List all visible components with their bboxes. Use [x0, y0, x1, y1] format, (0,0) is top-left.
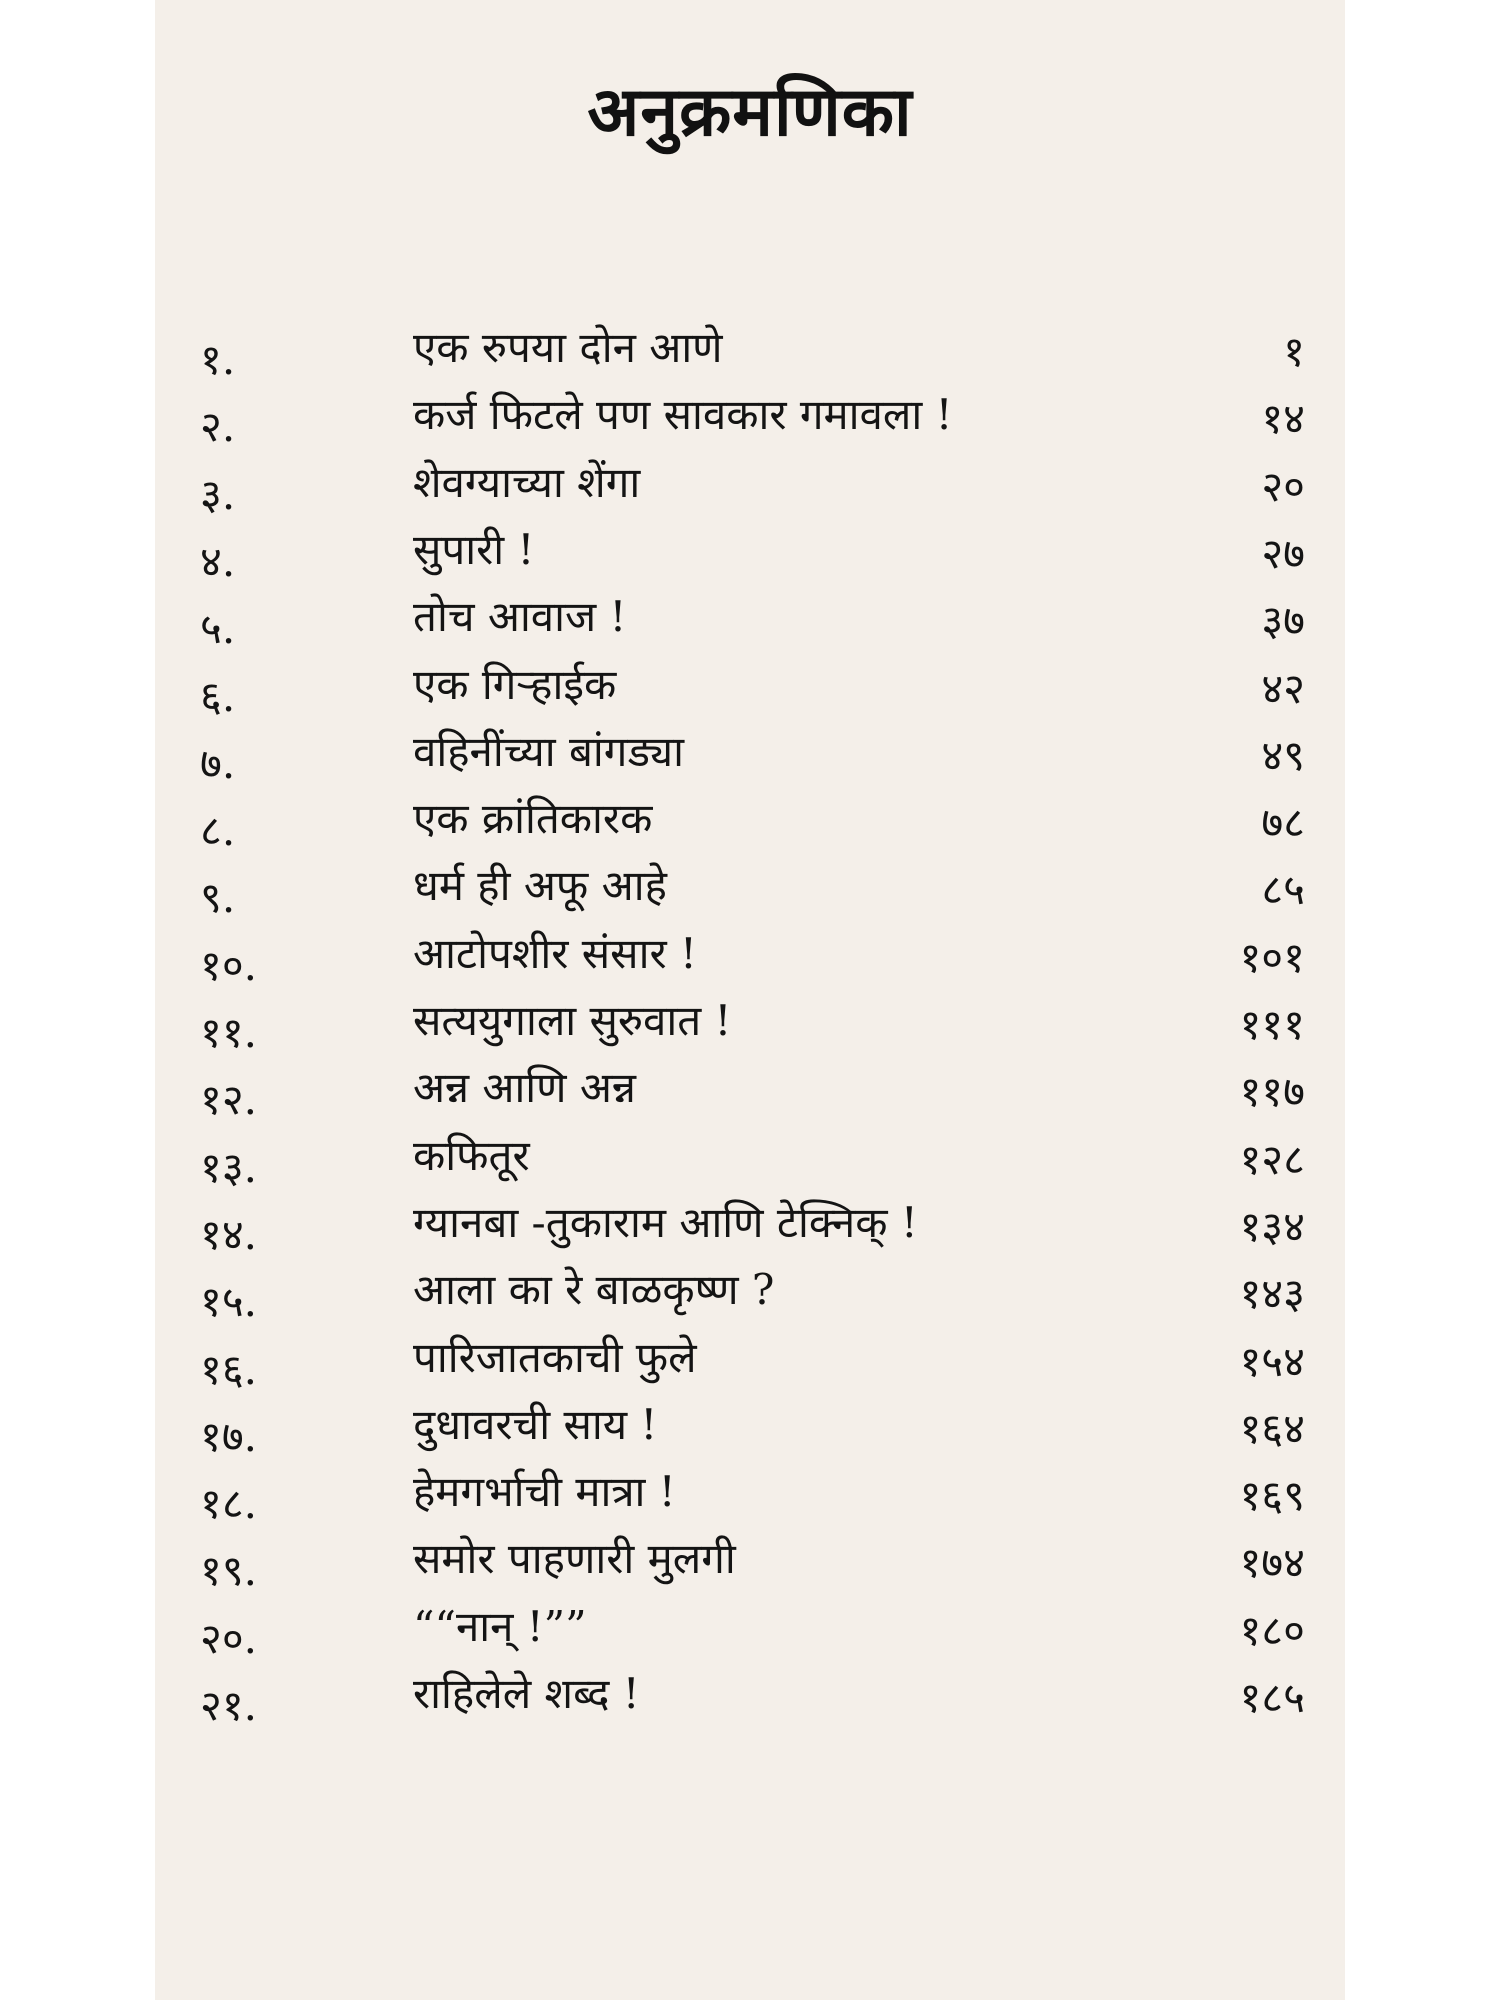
chapter-title: ग्यानबा -तुकाराम आणि टेक्निक् !: [413, 1198, 918, 1247]
toc-entry: [155, 1597, 1345, 1665]
toc-entry: [155, 453, 1345, 521]
page-number: ४९: [1261, 731, 1305, 780]
page-number: १८०: [1239, 1606, 1305, 1655]
chapter-title: ““नान् !””: [413, 1602, 587, 1651]
chapter-number: १४.: [200, 1210, 258, 1259]
chapter-number: ११.: [200, 1008, 258, 1057]
page-number: १२८: [1239, 1135, 1305, 1184]
chapter-number: ५.: [200, 604, 236, 653]
toc-entry: [155, 1193, 1345, 1261]
page-number: १०१: [1239, 933, 1305, 982]
toc-entry: [155, 789, 1345, 857]
page-number: १: [1283, 327, 1305, 376]
chapter-title: शेवग्याच्या शेंगा: [413, 458, 641, 507]
chapter-number: १७.: [200, 1412, 258, 1461]
chapter-number: १५.: [200, 1277, 258, 1326]
chapter-title: एक गिऱ्हाईक: [413, 660, 617, 709]
chapter-number: ६.: [200, 672, 236, 721]
chapter-title: सुपारी !: [413, 525, 535, 574]
chapter-title: वहिनींच्या बांगड्या: [413, 727, 684, 776]
chapter-title: समोर पाहणारी मुलगी: [413, 1534, 736, 1583]
chapter-title: अन्न आणि अन्न: [413, 1063, 636, 1112]
chapter-number: १८.: [200, 1479, 258, 1528]
book-page: [155, 0, 1345, 2000]
toc-entry: [155, 1529, 1345, 1597]
chapter-number: १९.: [200, 1546, 258, 1595]
chapter-title: धर्म ही अफू आहे: [413, 861, 667, 910]
chapter-title: हेमगर्भाची मात्रा !: [413, 1467, 676, 1516]
toc-entry: [155, 924, 1345, 992]
page-number: ७८: [1261, 798, 1305, 847]
toc-entry: [155, 1462, 1345, 1530]
toc-entry: [155, 655, 1345, 723]
chapter-number: ९.: [200, 873, 236, 922]
page-number: ८५: [1261, 865, 1305, 914]
page-number: ११७: [1239, 1067, 1305, 1116]
toc-entry: [155, 991, 1345, 1059]
page-number: २०: [1261, 462, 1305, 511]
chapter-title: आला का रे बाळकृष्ण ?: [413, 1265, 775, 1314]
chapter-title: कफितूर: [413, 1131, 530, 1180]
chapter-number: १०.: [200, 941, 258, 990]
chapter-number: २१.: [200, 1681, 258, 1730]
chapter-number: १२.: [200, 1075, 258, 1124]
toc-entry: [155, 520, 1345, 588]
chapter-number: २०.: [200, 1614, 258, 1663]
page-number: १५४: [1239, 1337, 1305, 1386]
page-number: ३७: [1261, 596, 1305, 645]
toc-entry: [155, 722, 1345, 790]
toc-entry: [155, 1126, 1345, 1194]
chapter-title: कर्ज फिटले पण सावकार गमावला !: [413, 390, 953, 439]
toc-entry: [155, 318, 1345, 386]
chapter-title: एक रुपया दोन आणे: [413, 323, 723, 372]
chapter-title: पारिजातकाची फुले: [413, 1333, 697, 1382]
chapter-title: दुधावरची साय !: [413, 1400, 658, 1449]
chapter-number: ४.: [200, 537, 236, 586]
toc-entry: [155, 385, 1345, 453]
toc-entry: [155, 1395, 1345, 1463]
chapter-number: १६.: [200, 1345, 258, 1394]
toc-entry: [155, 587, 1345, 655]
chapter-title: आटोपशीर संसार !: [413, 929, 697, 978]
chapter-title: सत्ययुगाला सुरुवात !: [413, 996, 732, 1045]
page-title: अनुक्रमणिका: [587, 72, 913, 152]
page-number: ४२: [1261, 664, 1305, 713]
page-number: १७४: [1239, 1538, 1305, 1587]
toc-entry: [155, 856, 1345, 924]
chapter-number: ८.: [200, 806, 236, 855]
page-number: १४: [1261, 394, 1305, 443]
page-number: १६९: [1239, 1471, 1305, 1520]
page-number: १८५: [1239, 1673, 1305, 1722]
chapter-number: १३.: [200, 1143, 258, 1192]
chapter-number: ३.: [200, 470, 236, 519]
chapter-number: २.: [200, 402, 236, 451]
toc-entry: [155, 1328, 1345, 1396]
page-number: २७: [1261, 529, 1305, 578]
toc-entry: [155, 1260, 1345, 1328]
chapter-title: तोच आवाज !: [413, 592, 627, 641]
chapter-number: ७.: [200, 739, 236, 788]
page-number: १४३: [1239, 1269, 1305, 1318]
chapter-title: एक क्रांतिकारक: [413, 794, 653, 843]
toc-entry: [155, 1058, 1345, 1126]
chapter-title: राहिलेले शब्द !: [413, 1669, 640, 1718]
toc-entry: [155, 1664, 1345, 1732]
page-number: १३४: [1239, 1202, 1305, 1251]
chapter-number: १.: [200, 335, 236, 384]
page-number: १११: [1239, 1000, 1305, 1049]
page-number: १६४: [1239, 1404, 1305, 1453]
